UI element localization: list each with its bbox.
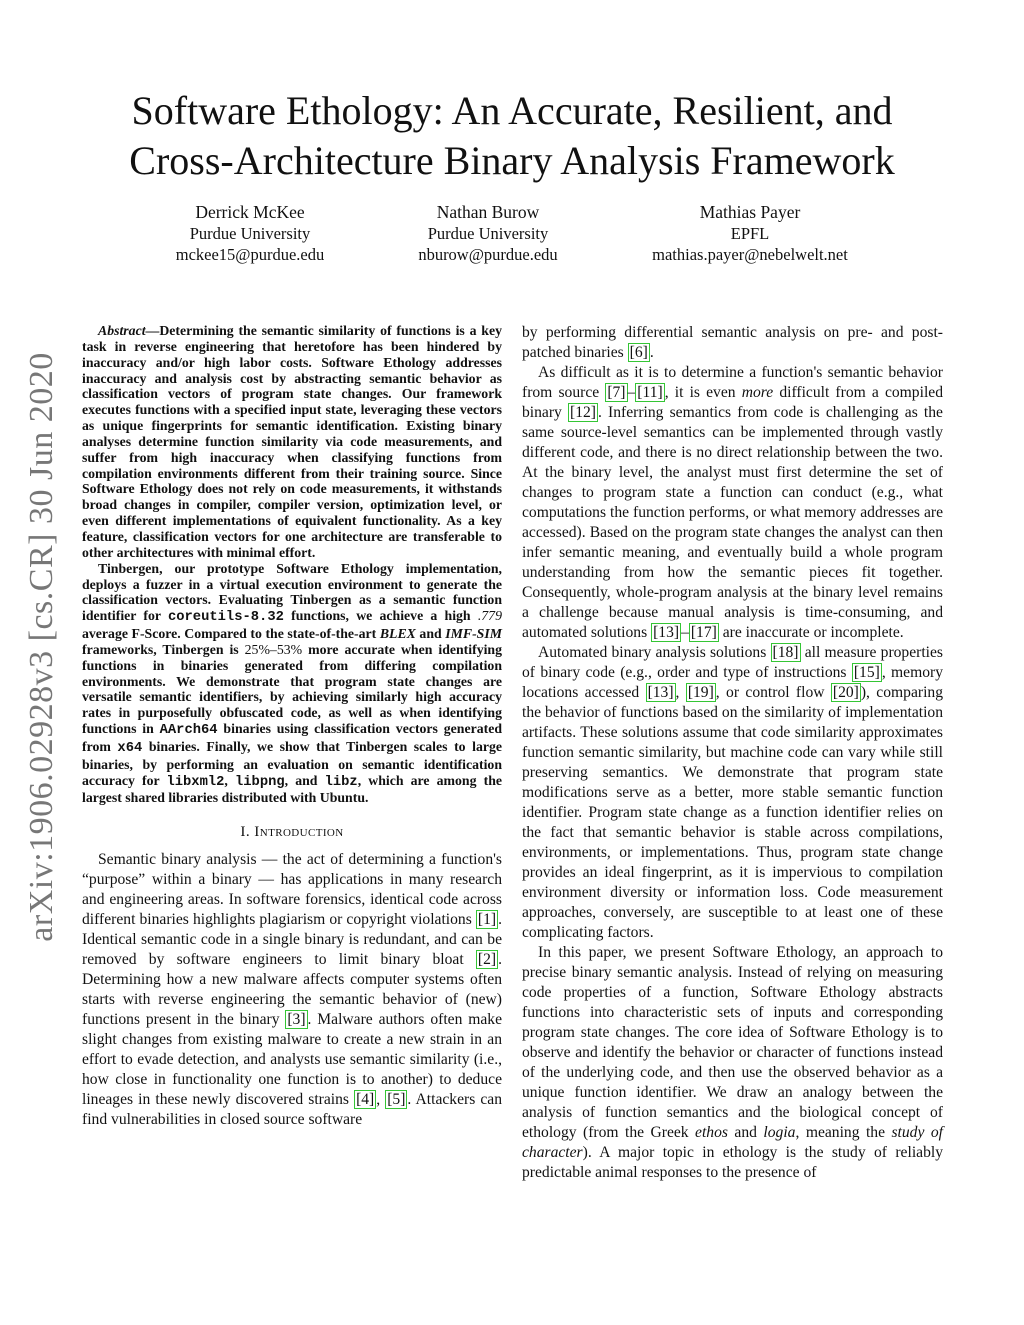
abstract	[82, 323, 502, 806]
left-column	[82, 323, 502, 1130]
abstract-paragraph-1: Abstract—Determining the semantic similarity of functions is a key task in reverse engineering that heretofore has been hindered by inaccuracy and/or high labor costs. Software Ethology addresses inaccuracy and analysis cost by abstracting semantic behavior as classification vectors of program state changes. Our framework executes functions with a specified input state, leveraging these vectors as unique fingerprints for semantic identification. Existing binary analyses determine function similarity via code measurements, and suffer from high inaccuracy when classifying functions from compilation environments different from their training source. Since Software Ethology does not rely on code measurements, it withstands broad changes in compiler, compiler version, optimization level, or even different implementations of equivalent functionality. As a key feature, classification vectors for one architecture are transferable to other architectures with minimal effort.	[82, 323, 502, 560]
section-heading	[82, 822, 502, 842]
author-affiliation: Purdue University	[427, 224, 549, 243]
right-paragraph-0: by performing differential semantic analysis on pre- and post-patched binaries [6] .	[522, 324, 943, 361]
citation-link[interactable]: [1]	[477, 911, 497, 929]
section-title: Introduction	[254, 823, 344, 841]
author-name: Nathan Burow	[436, 202, 540, 222]
author-affiliation: EPFL	[730, 224, 770, 243]
citation-link[interactable]: [20]	[832, 684, 859, 701]
author-3	[620, 202, 880, 265]
section-number: I.	[240, 823, 251, 841]
citation-link[interactable]: [5]	[387, 1091, 406, 1109]
citation-link[interactable]: [3]	[287, 1011, 306, 1029]
author-email: mckee15@purdue.edu	[175, 245, 325, 264]
intro-paragraph-1: Semantic binary analysis — the act of determining a function's “purpose” within a binary — has applications in many research and engineering areas. In software forensics, identical code across different binaries highlights plagiarism or copyright violations [1] . Identical semantic code in a single binary is redundant, and can be removed by software engineers to limit binary bloat [2] . Determining how a new malware affects computer systems often starts with reverse engineering the semantic behavior of (new) functions present in the binary [3] . Malware authors often make slight changes from existing malware to create a new strain in an effort to evade detection, and analysts use semantic similarity (i.e., how close in functionality one function is to another) to deduce lineages in these newly discovered strains [4] , [5] . Attackers can find vulnerabilities in closed source software	[82, 851, 502, 1129]
right-paragraph-3: In this paper, we present Software Ethology, an approach to precise binary semantic analysis. Instead of relying on measuring code properties of a function, Software Ethology abstracts functions into characteristic sets of inputs and corresponding program state changes. The core idea of Software Ethology is to observe and identify the behavior or character of functions instead of the underlying code, and then use the observed behavior as a unique function identifier. We draw an analogy between the analysis of function semantics and the biological concept of ethology (from the Greek ethos and logia, meaning the study of character). A major topic in ethology is the study of reliably predictable animal responses to the presence of	[522, 944, 943, 1181]
author-name: Derrick McKee	[195, 202, 305, 222]
citation-link[interactable]: [11]	[637, 384, 663, 401]
abstract-paragraph-2: Tinbergen, our prototype Software Ethology implementation, deploys a fuzzer in a virtual execution environment to generate the classification vectors. Evaluating Tinbergen as a semantic function identifier for coreutils-8.32 functions, we achieve a high .779 average F-Score. Compared to the state-of-the-art BLEX and IMF-SIM frameworks, Tinbergen is 25%–53% more accurate when identifying functions in binaries generated from differing compilation environments. We demonstrate that program state changes are versatile semantic identifiers, by achieving similarly high accuracy rates in purposefully obfuscated code, as well as when identifying functions in AArch64 binaries using classification vectors generated from x64 binaries. Finally, we show that Tinbergen scales to large binaries, by performing an evaluation on semantic identification accuracy for libxml2, libpng, and libz, which are among the largest shared libraries distributed with Ubuntu.	[82, 560, 502, 806]
abstract-label: Abstract	[98, 323, 146, 338]
author-email: nburow@purdue.edu	[418, 245, 558, 264]
citation-link[interactable]: [6]	[629, 344, 648, 361]
citation-link[interactable]: [13]	[647, 684, 674, 701]
title-line-2: Cross-Architecture Binary Analysis Framework	[129, 138, 895, 183]
author-1	[120, 202, 380, 265]
paper-title	[0, 86, 1024, 186]
title-line-1: Software Ethology: An Accurate, Resilient, and	[131, 88, 893, 133]
citation-link[interactable]: [7]	[607, 384, 626, 401]
citation-link[interactable]: [12]	[570, 404, 596, 421]
citation-link[interactable]: [19]	[687, 684, 714, 701]
author-email: mathias.payer@nebelwelt.net	[652, 245, 848, 264]
author-2	[358, 202, 618, 265]
citation-link[interactable]: [18]	[772, 644, 799, 661]
citation-link[interactable]: [13]	[653, 624, 680, 641]
citation-link[interactable]: [15]	[853, 664, 880, 681]
citation-link[interactable]: [17]	[690, 624, 717, 641]
author-affiliation: Purdue University	[189, 224, 311, 243]
citation-link[interactable]: [2]	[477, 951, 497, 969]
right-column	[522, 323, 943, 1183]
citation-link[interactable]: [4]	[356, 1091, 375, 1109]
right-paragraph-2: Automated binary analysis solutions [18] all measure properties of binary code (e.g., order and type of instructions [15] , memory locations accessed [13] , [19] , or control flow [20] ), comparing the behavior of functions based on the similarity of implementation artifacts. These solutions assume that code similarity approximates function semantic similarity, but machine code can vary while still preserving semantics. We demonstrate that program state modifications serve as a better, more stable semantic function identifier. Program state change as a function identifier relies on the fact that semantic behavior is stable across compilations, environments, or implementations. Thus, program state change provides an ideal fingerprint, as it is impervious to compilation environment diversity or information loss. Code measurement approaches, conversely, are susceptible to at least one of these complicating factors.	[522, 644, 944, 941]
right-paragraph-1: As difficult as it is to determine a function's semantic behavior from source [7] – [11] , it is even more difficult from a compiled binary [12] . Inferring semantics from code is challenging as the same source-level semantics can be implemented through vastly different code, and there is no direct relationship between the two. At the binary level, the analyst must first determine the set of changes to program state a function can conduct (e.g., what computations the function performs, or what memory addresses are accessed). Based on the program state changes the analyst can then infer semantic meaning, and eventually build a whole program understanding from how the semantic pieces fit together. Consequently, whole-program analysis at the binary level remains a challenge because manual analysis is time-consuming, and automated solutions [13] – [17] are inaccurate or incomplete.	[522, 364, 943, 641]
arxiv-watermark	[12, 352, 72, 942]
author-name: Mathias Payer	[699, 202, 801, 222]
arxiv-id: arXiv:1906.02928v3 [cs.CR] 30 Jun 2020	[23, 352, 60, 942]
